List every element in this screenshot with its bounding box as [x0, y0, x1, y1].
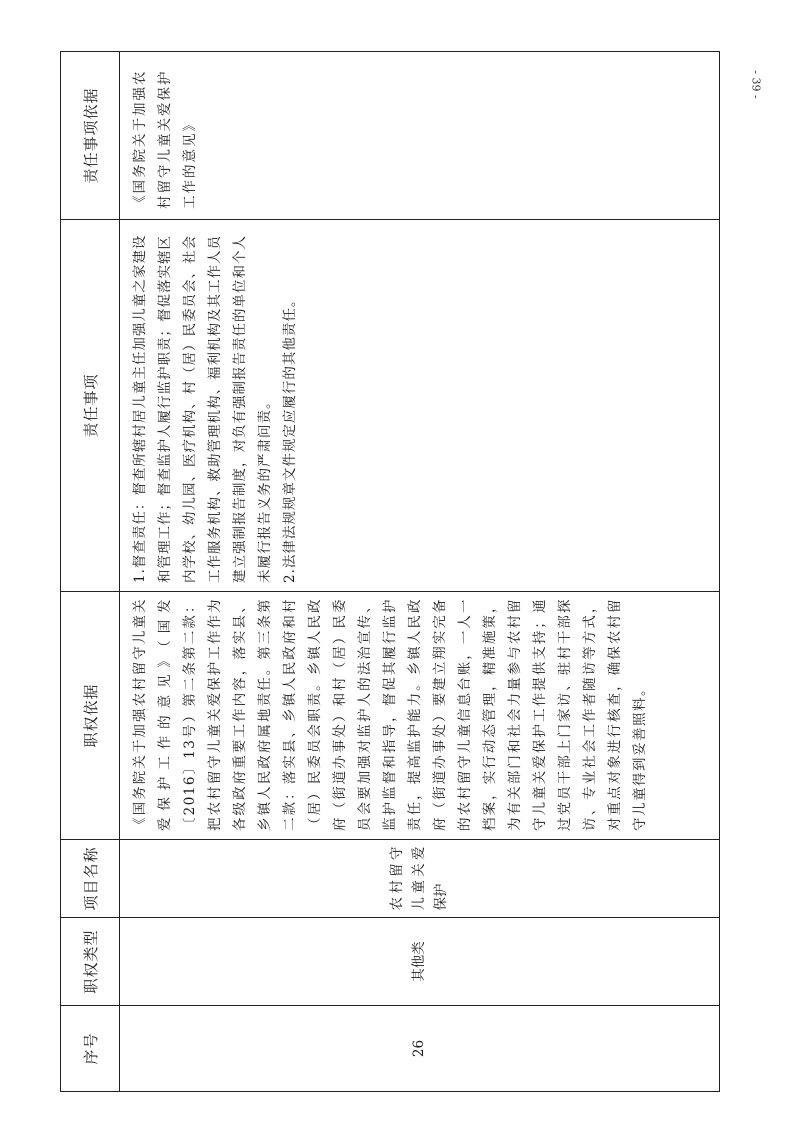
project-name: 农村留守儿童关爱保护	[388, 846, 449, 911]
cell-basis: 《国务院关于加强农村留守儿童关爱保护工作的意见》（国发〔2016〕13号）第二条第二款：把农村留守儿童关爱保护工作作为各级政府重要工作内容，落实县、乡镇人民政府属地责任。第三条第二款：落实县、乡镇人民政府和村（居）民委员会职责。乡镇人民政府（街道办事处）和村（居）民委员会要加强对监护人的法治宣传、监护监督和指导，督促其履行监护责任，提高监护能力。乡镇人民政府（街道办事处）要建立翔实完备的农村留守儿童信息台账，一人一档案，实行动态管理，精准施策，为有关部门和社会力量参与农村留守儿童关爱保护工作提供支持；通过党员干部上门家访、驻村干部探访、专业社会工作者随访等方式，对重点对象进行核查，确保农村留守儿童得到妥善照料。	[120, 592, 720, 840]
header-basis: 职权依据	[61, 592, 120, 840]
cell-resp	[120, 220, 720, 592]
cell-type: 其他类	[120, 918, 720, 1006]
cell-name	[120, 840, 720, 918]
resp-item-1: 1.督查责任：督查所辖村居儿童主任加强儿童之家建设和管理工作；督查监护人履行监护职责；督促落实辖区内学校、幼儿园、医疗机构、村（居）民委员会、社会工作服务机构、救助管理机构、福利机构及其工作人员建立强制报告制度，对负有强制报告责任的单位和个人未履行报告义务的严肃问责。	[132, 234, 273, 583]
header-resp: 责任事项	[61, 220, 120, 592]
rotated-table-container	[60, 52, 720, 1092]
authority-table	[60, 51, 720, 1092]
resp-item-2: 2.法律法规规章文件规定应履行的其他责任。	[282, 292, 298, 583]
table-row	[120, 52, 720, 1092]
page-number-text: - 39 -	[749, 70, 763, 99]
cell-ref: 《国务院关于加强农村留守儿童关爱保护工作的意见》	[120, 52, 720, 220]
page-number	[748, 56, 762, 116]
header-name: 项目名称	[61, 840, 120, 918]
header-seq: 序号	[61, 1006, 120, 1092]
header-type: 职权类型	[61, 918, 120, 1006]
header-ref: 责任事项依据	[61, 52, 120, 220]
cell-seq: 26	[120, 1006, 720, 1092]
table-header-row	[61, 52, 120, 1092]
